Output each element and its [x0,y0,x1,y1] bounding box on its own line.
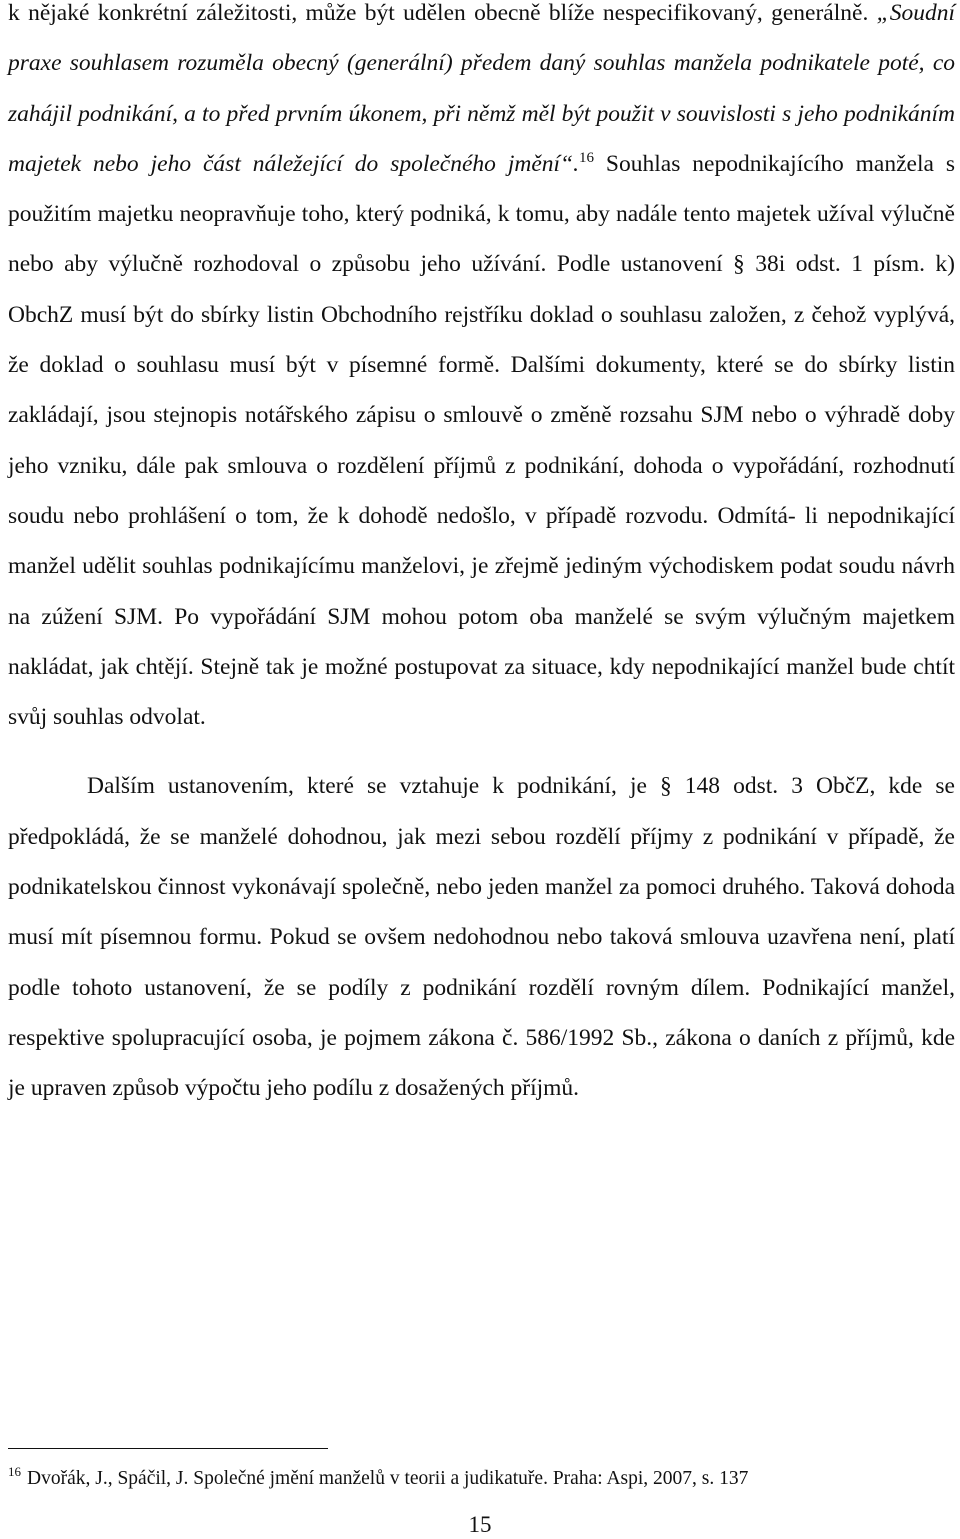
footnote-number: 16 [8,1464,21,1479]
footnote [8,1466,955,1492]
paragraph-1-rest: Souhlas nepodnikajícího manžela s použitím majetku neopravňuje toho, který podniká, k tomu, aby nadále tento majetek užíval výlučně nebo aby výlučně rozhodoval o způsobu jeho užívání. Podle ustanovení § 38i odst. 1 písm. k) ObchZ musí být do sbírky listin Obchodního rejstříku doklad o souhlasu založen, z čehož vyplývá, že doklad o souhlasu musí být v písemné formě. Dalšími dokumenty, které se do sbírky listin zakládají, jsou stejnopis notářského zápisu o smlouvě o změně rozsahu SJM nebo o výhradě doby jeho vzniku, dále pak smlouva o rozdělení příjmů z podnikání, dohoda o vypořádání, rozhodnutí soudu nebo prohlášení o tom, že k dohodě nedošlo, v případě rozvodu. Odmítá- li nepodnikající manžel udělit souhlas podnikajícímu manželovi, je zřejmě jediným východiskem podat soudu návrh na zúžení SJM. Po vypořádání SJM mohou potom oba manželé se svým výlučným majetkem nakládat, jak chtějí. Stejně tak je možné postupovat za situace, kdy nepodnikající manžel bude chtít svůj souhlas odvolat. [8,150,955,731]
court-practice-quote: „Soudní praxe souhlasem rozuměla obecný (generální) předem daný souhlas manžela podnikatele poté, co zahájil podnikání, a to před prvním úkonem, při němž měl být použit v souvislosti s jeho podnikáním majetek nebo jeho část náležející do společného jmění“. [8,0,955,177]
body-paragraph-2: Dalším ustanovením, které se vztahuje k podnikání, je § 148 odst. 3 ObčZ, kde se předpokládá, že se manželé dohodnou, jak mezi sebou rozdělí příjmy z podnikání v případě, že podnikatelskou činnost vykonávají společně, nebo jeden manžel za pomoci druhého. Taková dohoda musí mít písemnou formu. Pokud se ovšem nedohodnou nebo taková smlouva uzavřena není, platí podle tohoto ustanovení, že se podíly z podnikání rozdělí rovným dílem. Podnikající manžel, respektive spolupracující osoba, je pojmem zákona č. 586/1992 Sb., zákona o daních z příjmů, kde je upraven způsob výpočtu jeho podílu z dosažených příjmů. [8,773,955,1102]
footnote-separator [8,1448,328,1449]
footnote-text: Dvořák, J., Spáčil, J. Společné jmění manželů v teorii a judikatuře. Praha: Aspi, 2007, s. 137 [27,1468,749,1489]
footnote-reference[interactable]: 16 [579,149,594,166]
body-paragraph-1 [8,0,955,742]
page-number: 15 [468,1512,492,1537]
document-page [8,0,955,1114]
paragraph-1-lead: k nějaké konkrétní záležitosti, může být udělen obecně blíže nespecifikovaný, generálně. [8,0,877,26]
